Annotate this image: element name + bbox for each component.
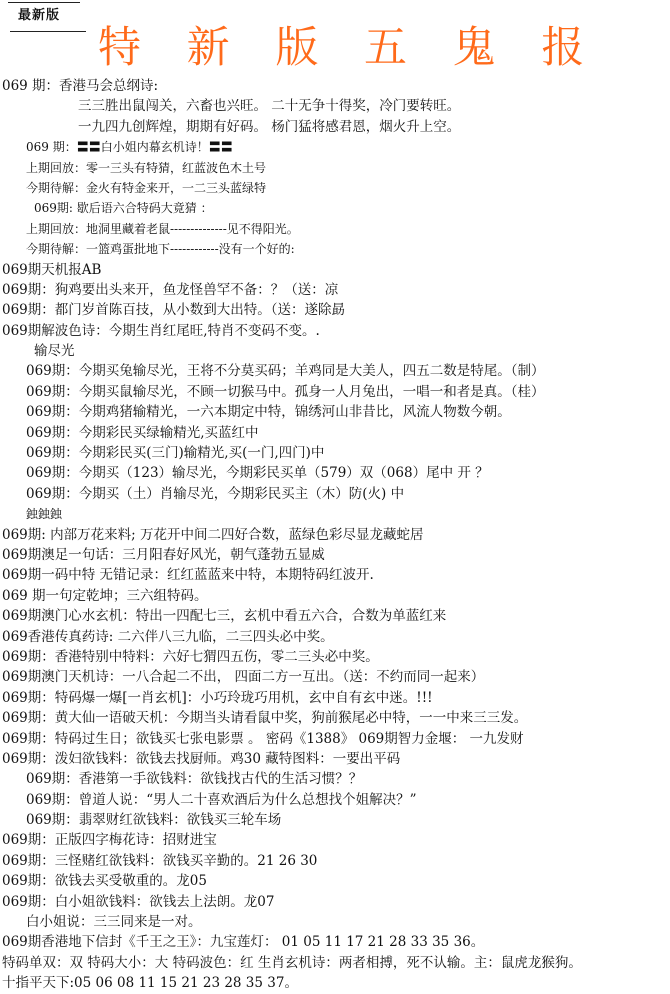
text-line: 069期：今期买（123）输尽光，今期彩民买单（579）双（068）尾中 开 ？	[26, 465, 489, 482]
text-line: 069期：香港特别中特料：六好七猬四五伤，零二三头必中奖。	[2, 648, 379, 665]
text-line: 069期：今期彩民买绿输精光,买蓝红中	[26, 424, 259, 441]
text-line: 069期：正版四字梅花诗：招财进宝	[2, 832, 217, 849]
text-line: 069期：特码过生日；欲钱买七张电影票 。 密码《1388》 069期智力金堰： 一九发财	[2, 730, 524, 747]
text-line: 069香港传真药诗: 二六伴八三九临，二三四头必中奖。	[2, 628, 334, 645]
text-line: 069期：翡翠财红欲钱料：欲钱买三轮车场	[26, 812, 282, 829]
text-line: 069期：今期买鼠输尽光，不顾一切猴马中。孤身一人月兔出，一唱一和者是真。（桂）	[26, 383, 545, 400]
text-line: 鉵鉵鉵	[26, 507, 63, 522]
text-line: 今期待解：一篮鸡蛋批地下------------没有一个好的:	[26, 242, 295, 257]
badge-top-rule	[8, 2, 80, 3]
text-line: 上期回放：零一三头有特猜，红蓝波色木土号	[26, 160, 267, 175]
badge-bottom-rule	[10, 31, 86, 32]
text-line: 069期: 歇后语六合特码大竟猜 ：	[34, 201, 213, 216]
text-line: 069期：都门岁首陈百技，从小数到大出特。（送：遂除勗	[2, 302, 346, 319]
text-line: 069期一码中特 无错记录：红红蓝蓝来中特，本期特码红波开.	[2, 567, 374, 584]
text-line: 069期：白小姐欲钱料：欲钱去上法朗。龙07	[2, 893, 275, 910]
text-line: 069期: 内部万花来料; 万花开中间二四好合数，蓝绿色彩尽显龙藏蛇居	[2, 526, 424, 543]
text-line: 069期解波色诗：今期生肖红尾旺,特肖不变码不变。.	[2, 322, 320, 339]
text-line: 069 期：〓〓白小姐内幕玄机诗！〓〓	[26, 140, 233, 155]
text-line: 069期澳足一句话：三月阳春好风光，朝气蓬勃五显威	[2, 546, 325, 563]
text-line: 一九四九创辉煌，期期有好码。 杨门猛将感君恩，烟火升上空。	[78, 118, 461, 135]
text-line: 三三胜出鼠闯关，六畜也兴旺。 二十无争十得奖，冷门要转旺。	[78, 98, 461, 115]
text-line: 069期：香港第一手欲钱料：欲钱找古代的生活习惯？？	[26, 771, 363, 788]
text-line: 069期澳门心水玄机：特出一四配七三，玄机中看五六合，合数为单蓝红来	[2, 608, 447, 625]
page-title: 特 新 版 五 鬼 报	[98, 23, 601, 73]
text-line: 069期香港地下信封《千王之王》：九宝莲灯： 01 05 11 17 21 28 33 35 36。	[2, 934, 485, 951]
text-line: 069 期一句定乾坤；三六组特码。	[2, 587, 208, 604]
text-line: 069期：特码爆一爆[一肖玄机]：小巧玲珑巧用机，玄中自有玄中迷。!!!	[2, 689, 433, 706]
text-line: 069期天机报AB	[2, 261, 102, 278]
text-lines	[0, 76, 670, 994]
text-line: 特码单双：双 特码大小：大 特码波色：红 生肖玄机诗：两者相搏，死不认输。主：鼠虎龙猴狗。	[2, 954, 582, 971]
text-line: 069 期：香港马会总纲诗:	[2, 78, 159, 94]
text-line: 069期：欲钱去买受敬重的。龙05	[2, 873, 207, 890]
text-line: 069期：泼妇欲钱料：欲钱去找厨师。鸡30 藏特图料：一要出平码	[2, 750, 401, 767]
text-line: 069期：今期彩民买(三门)输精光,买(一门,四门)中	[26, 445, 325, 462]
edition-badge: 最新版	[18, 8, 61, 23]
text-line: 上期回放：地洞里藏着老鼠--------------见不得阳光。	[26, 221, 299, 236]
text-line: 白小姐说：三三同来是一对。	[26, 914, 202, 931]
text-line: 069期：曾道人说：“男人二十喜欢酒后为什么总想找个姐解决？”	[26, 791, 417, 808]
text-line: 今期待解：金火有特金来开，一二三头蓝绿特	[26, 180, 267, 195]
text-line: 输尽光	[34, 343, 75, 360]
text-line: 069期：三怪赌红欲钱料：欲钱买辛勤的。21 26 30	[2, 852, 318, 869]
text-line: 069期：今期鸡猪输精光，一六本期定中特，锦绣河山非昔比，风流人物数今朝。	[26, 404, 511, 421]
text-line: 069期：黄大仙一语破天机：今期当头请看鼠中奖，狗前猴尾必中特，一一中来三三发。	[2, 710, 528, 727]
text-line: 069期：狗鸡要出头来开，鱼龙怪兽罕不备：？（送：凉	[2, 281, 339, 298]
text-line: 069期澳门天机诗：一八合起二不出， 四面二方一互出。（送：不约而同一起来）	[2, 669, 485, 686]
text-line: 十指平天下:05 06 08 11 15 21 23 28 35 37。	[2, 975, 298, 992]
text-line: 069期：今期买兔输尽光，王将不分莫买码；羊鸡同是大美人，四五二数是特尾。（制）	[26, 363, 545, 380]
text-line: 069期：今期买（土）肖输尽光，今期彩民买主（木）防(火) 中	[26, 485, 405, 502]
